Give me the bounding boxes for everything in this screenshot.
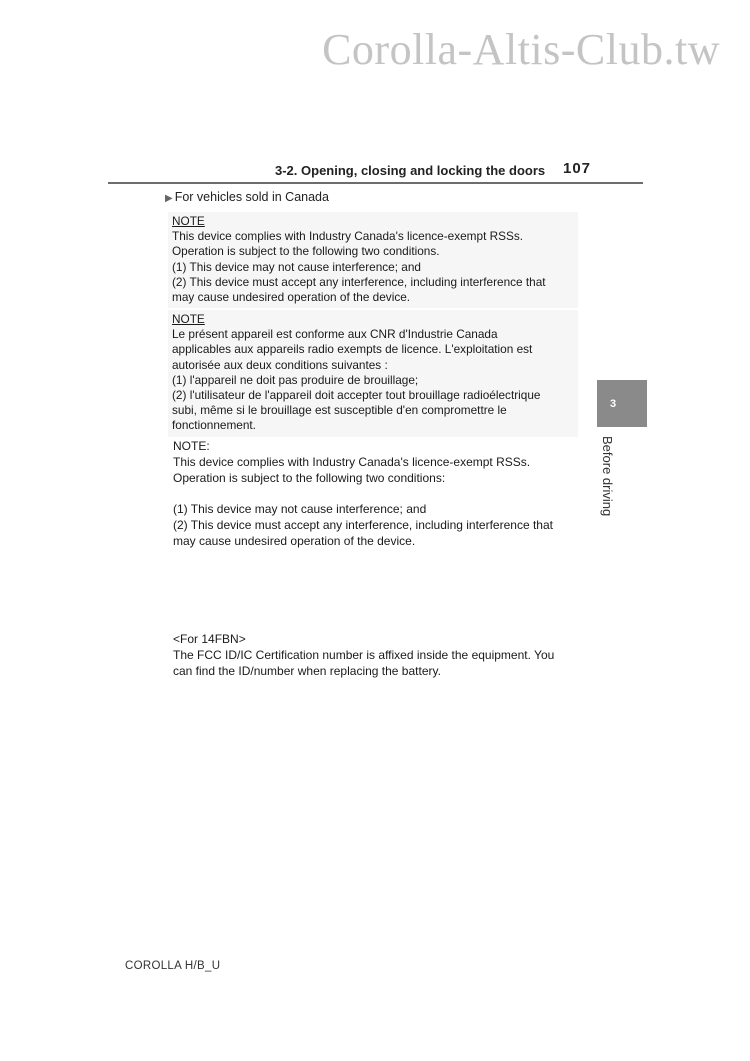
note-line: (1) This device may not cause interference; and xyxy=(173,502,427,517)
fcc-note-block xyxy=(173,632,583,679)
note-line: (2) This device must accept any interference, including interference that xyxy=(172,274,546,289)
note-line: applicables aux appareils radio exempts de licence. L'exploitation est xyxy=(172,342,533,357)
note-line-blank xyxy=(173,486,583,502)
chapter-tab-number: 3 xyxy=(609,397,617,410)
note-english-box xyxy=(168,212,578,308)
note-plain-block xyxy=(173,439,583,550)
note-label: NOTE xyxy=(172,214,205,228)
note-french-box xyxy=(168,310,578,437)
note-line: Operation is subject to the following two conditions: xyxy=(173,470,446,485)
triangle-bullet-icon: ▶ xyxy=(165,193,173,204)
chapter-tab xyxy=(597,380,647,427)
note-line: may cause undesired operation of the device. xyxy=(173,533,416,548)
note-line: (2) l'utilisateur de l'appareil doit accepter tout brouillage radioélectrique xyxy=(172,388,541,403)
note-line: fonctionnement. xyxy=(172,418,256,433)
note-line: subi, même si le brouillage est susceptible d'en compromettre le xyxy=(172,403,507,418)
note-line: may cause undesired operation of the device. xyxy=(172,290,411,305)
section-heading-text: For vehicles sold in Canada xyxy=(174,190,329,204)
header-divider xyxy=(108,182,643,184)
page-number: 107 xyxy=(563,160,592,177)
watermark-text: Corolla-Altis-Club.tw xyxy=(322,25,720,74)
note-line: autorisée aux deux conditions suivantes : xyxy=(172,357,388,372)
section-header-title: 3-2. Opening, closing and locking the doors xyxy=(275,163,546,178)
note-line: Le présent appareil est conforme aux CNR d'Industrie Canada xyxy=(172,327,498,342)
note-line: This device complies with Industry Canada's licence-exempt RSSs. xyxy=(172,229,524,244)
section-heading xyxy=(165,190,329,204)
note-line: This device complies with Industry Canada's licence-exempt RSSs. xyxy=(173,454,531,469)
note-label: NOTE: xyxy=(173,439,210,453)
note-label: NOTE xyxy=(172,312,205,326)
fcc-note-line: can find the ID/number when replacing the battery. xyxy=(173,663,441,678)
note-line: Operation is subject to the following two conditions. xyxy=(172,244,440,259)
note-line: (2) This device must accept any interference, including interference that xyxy=(173,517,553,532)
note-line: (1) l'appareil ne doit pas produire de brouillage; xyxy=(172,372,419,387)
fcc-note-line: The FCC ID/IC Certification number is affixed inside the equipment. You xyxy=(173,647,555,662)
chapter-tab-label: Before driving xyxy=(600,436,615,517)
fcc-note-label: <For 14FBN> xyxy=(173,632,246,646)
footer-model-code: COROLLA H/B_U xyxy=(125,960,221,972)
note-line: (1) This device may not cause interference; and xyxy=(172,259,421,274)
